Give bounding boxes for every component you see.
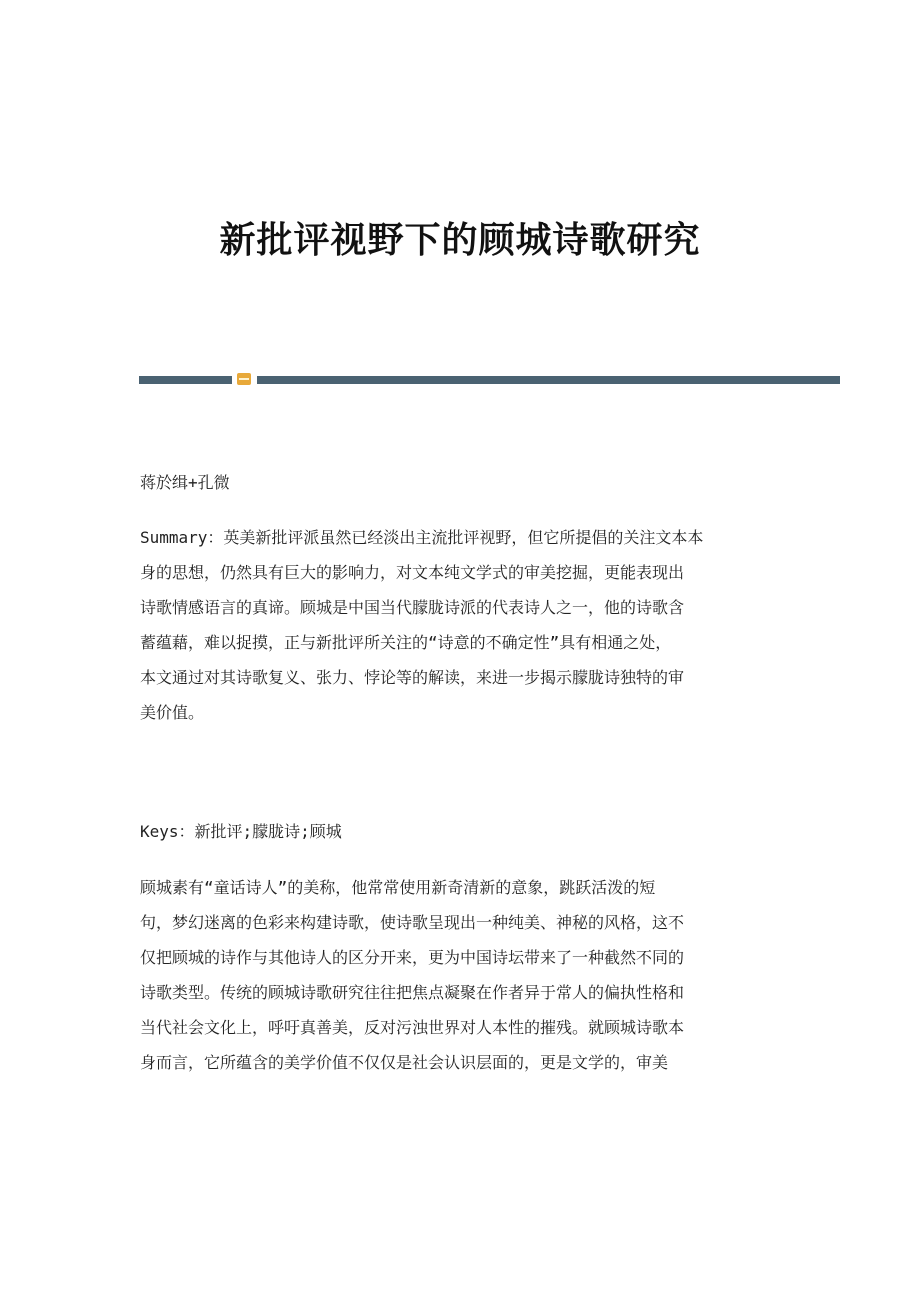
body-line: 仅把顾城的诗作与其他诗人的区分开来，更为中国诗坛带来了一种截然不同的	[140, 948, 685, 967]
body-paragraph	[140, 870, 780, 1080]
divider-bar-right	[257, 376, 840, 384]
title-divider	[139, 372, 840, 386]
body-line: 句，梦幻迷离的色彩来构建诗歌，使诗歌呈现出一种纯美、神秘的风格，这不	[140, 913, 685, 932]
summary-line: 美价值。	[140, 703, 205, 722]
summary-line: 蓄蕴藉，难以捉摸，正与新批评所关注的“诗意的不确定性”具有相通之处，	[140, 633, 672, 652]
body-line: 顾城素有“童话诗人”的美称，他常常使用新奇清新的意象，跳跃活泼的短	[140, 878, 656, 897]
summary-line: 诗歌情感语言的真谛。顾城是中国当代朦胧诗派的代表诗人之一，他的诗歌含	[140, 598, 685, 617]
summary-paragraph	[140, 520, 780, 730]
body-line: 身而言，它所蕴含的美学价值不仅仅是社会认识层面的，更是文学的，审美	[140, 1053, 669, 1072]
summary-line: Summary：英美新批评派虽然已经淡出主流批评视野，但它所提倡的关注文本本	[140, 528, 704, 547]
summary-line: 本文通过对其诗歌复义、张力、悖论等的解读，来进一步揭示朦胧诗独特的审	[140, 668, 685, 687]
body-line: 当代社会文化上，呼吁真善美，反对污浊世界对人本性的摧残。就顾城诗歌本	[140, 1018, 685, 1037]
keywords-line: Keys：新批评;朦胧诗;顾城	[140, 822, 342, 841]
divider-bar-left	[139, 376, 232, 384]
divider-ornament-stripe	[239, 378, 249, 380]
summary-line: 身的思想，仍然具有巨大的影响力，对文本纯文学式的审美挖掘，更能表现出	[140, 563, 685, 582]
author-line: 蒋於缉+孔微	[140, 473, 230, 492]
body-line: 诗歌类型。传统的顾城诗歌研究往往把焦点凝聚在作者异于常人的偏执性格和	[140, 983, 685, 1002]
document-title: 新批评视野下的顾城诗歌研究	[219, 219, 701, 261]
